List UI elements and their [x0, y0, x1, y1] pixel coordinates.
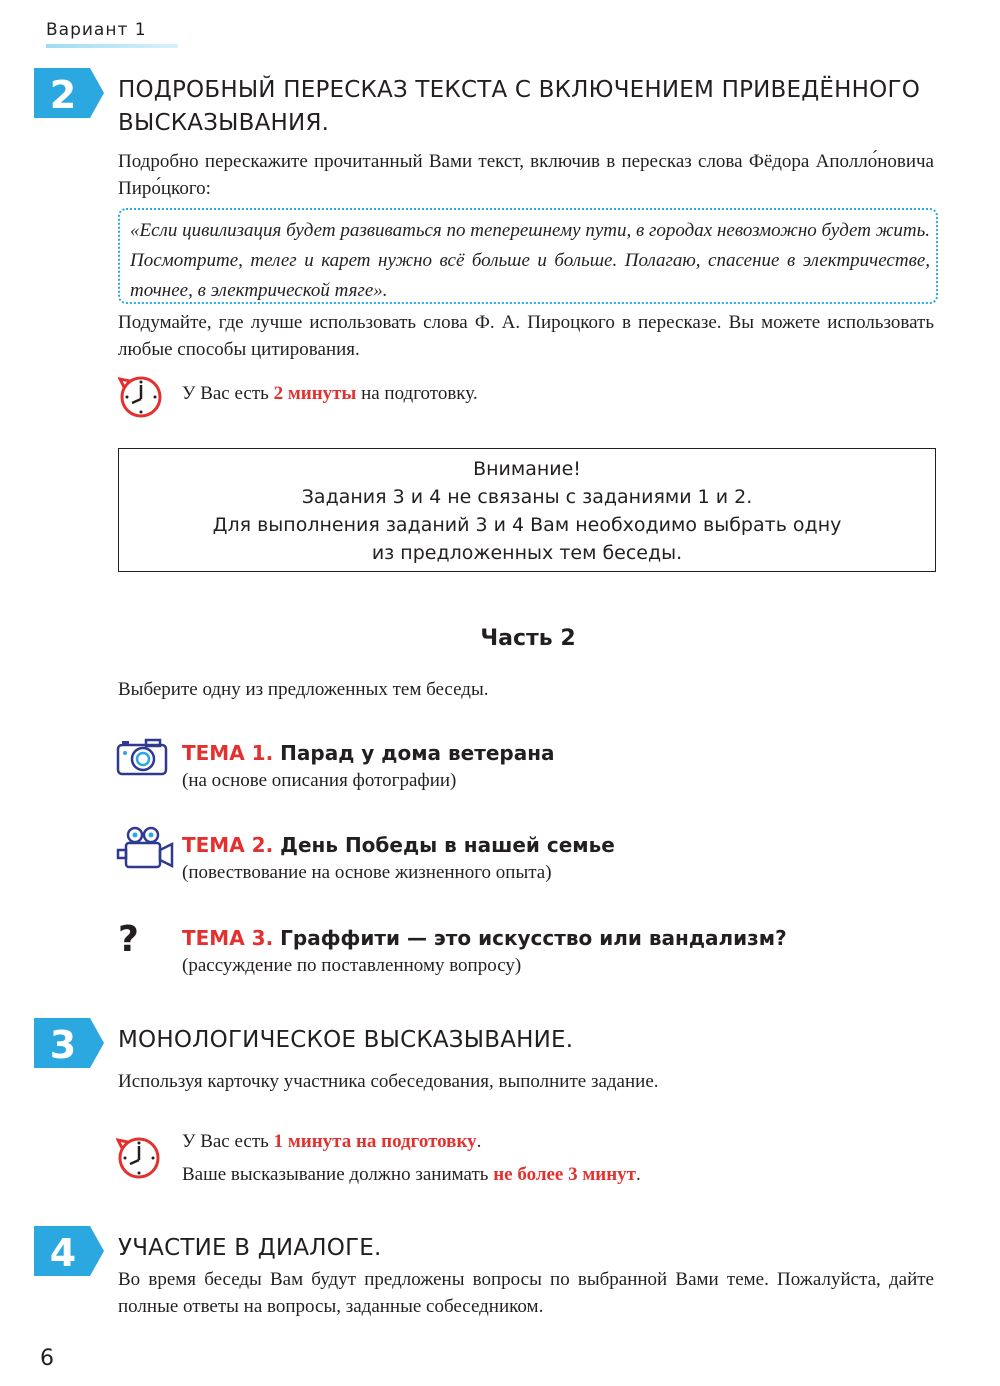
topic-label: ТЕМА 3.: [182, 926, 274, 950]
task-title: МОНОЛОГИЧЕСКОЕ ВЫСКАЗЫВАНИЕ.: [118, 1027, 574, 1053]
attention-line: из предложенных тем беседы.: [371, 542, 683, 564]
task-number-badge: [34, 1018, 104, 1068]
attention-box: [118, 448, 936, 572]
time-limit-highlight: не более 3 минут: [493, 1164, 637, 1185]
timer-note: У Вас есть 2 минуты на подготовку.: [182, 383, 478, 404]
task-title: [118, 74, 920, 140]
topic-item[interactable]: [182, 739, 555, 795]
task-number-badge: [34, 68, 104, 118]
topic-title: Граффити — это искусство или вандализм?: [280, 926, 787, 950]
task-number-badge: [34, 1226, 104, 1276]
task-number: 4: [49, 1231, 77, 1275]
page-number: 6: [40, 1346, 54, 1371]
task-title-line: ПОДРОБНЫЙ ПЕРЕСКАЗ ТЕКСТА С ВКЛЮЧЕНИЕМ ПРИВЕДЁННОГО: [118, 77, 920, 103]
task-advice: Подумайте, где лучше использовать слова Ф. А. Пироцкого в пересказе. Вы можете использовать любые способы цитирования.: [118, 312, 934, 360]
topic-subtitle: (повествование на основе жизненного опыта): [182, 862, 552, 883]
task-number: 3: [49, 1023, 77, 1067]
topic-label: ТЕМА 1.: [182, 741, 274, 765]
part-instruction: Выберите одну из предложенных тем беседы.: [118, 679, 489, 700]
topic-subtitle: (рассуждение по поставленному вопросу): [182, 955, 522, 976]
attention-line: Задания 3 и 4 не связаны с заданиями 1 и 2.: [301, 486, 753, 508]
quote-box: [118, 208, 938, 304]
variant-label: Вариант 1: [46, 20, 147, 40]
topic-title: День Победы в нашей семье: [280, 833, 615, 857]
part-title: Часть 2: [480, 626, 576, 651]
camera-icon: [116, 738, 168, 776]
movie-camera-icon: [116, 826, 174, 870]
topic-item[interactable]: [182, 831, 615, 887]
topic-title: Парад у дома ветерана: [280, 741, 555, 765]
task-intro: Подробно перескажите прочитанный Вами текст, включив в пересказ слова Фёдора Аполло́новича Пиро́цкого:: [118, 151, 934, 199]
time-limit-note: Ваше высказывание должно занимать не более 3 минут.: [182, 1164, 641, 1185]
topic-item[interactable]: [182, 924, 787, 980]
attention-line: Для выполнения заданий 3 и 4 Вам необходимо выбрать одну: [212, 514, 842, 536]
task-number: 2: [49, 73, 77, 117]
timer-highlight: 1 минута на подготовку: [273, 1131, 477, 1152]
clock-icon: [116, 1134, 162, 1180]
task-title: УЧАСТИЕ В ДИАЛОГЕ.: [118, 1235, 382, 1261]
task-instruction: Используя карточку участника собеседования, выполните задание.: [118, 1071, 659, 1092]
variant-underline: [46, 44, 178, 48]
task-title-line: ВЫСКАЗЫВАНИЯ.: [118, 110, 330, 136]
clock-icon: [118, 373, 164, 419]
timer-highlight: 2 минуты: [273, 383, 357, 404]
attention-heading: Внимание!: [473, 458, 581, 480]
task-text: Во время беседы Вам будут предложены вопросы по выбранной Вами теме. Пожалуйста, дайте полные ответы на вопросы, заданные собеседником.: [118, 1269, 934, 1317]
quote-text: «Если цивилизация будет развиваться по теперешнему пути, в городах невозможно будет жить. Посмотрите, телег и карет нужно всё больше и больше. Полагаю, спасение в электричестве, точнее, в электрической тяге».: [130, 220, 930, 301]
topic-subtitle: (на основе описания фотографии): [182, 770, 457, 791]
timer-note: У Вас есть 1 минута на подготовку.: [182, 1131, 482, 1152]
topic-label: ТЕМА 2.: [182, 833, 274, 857]
question-mark-icon: ?: [118, 919, 139, 960]
